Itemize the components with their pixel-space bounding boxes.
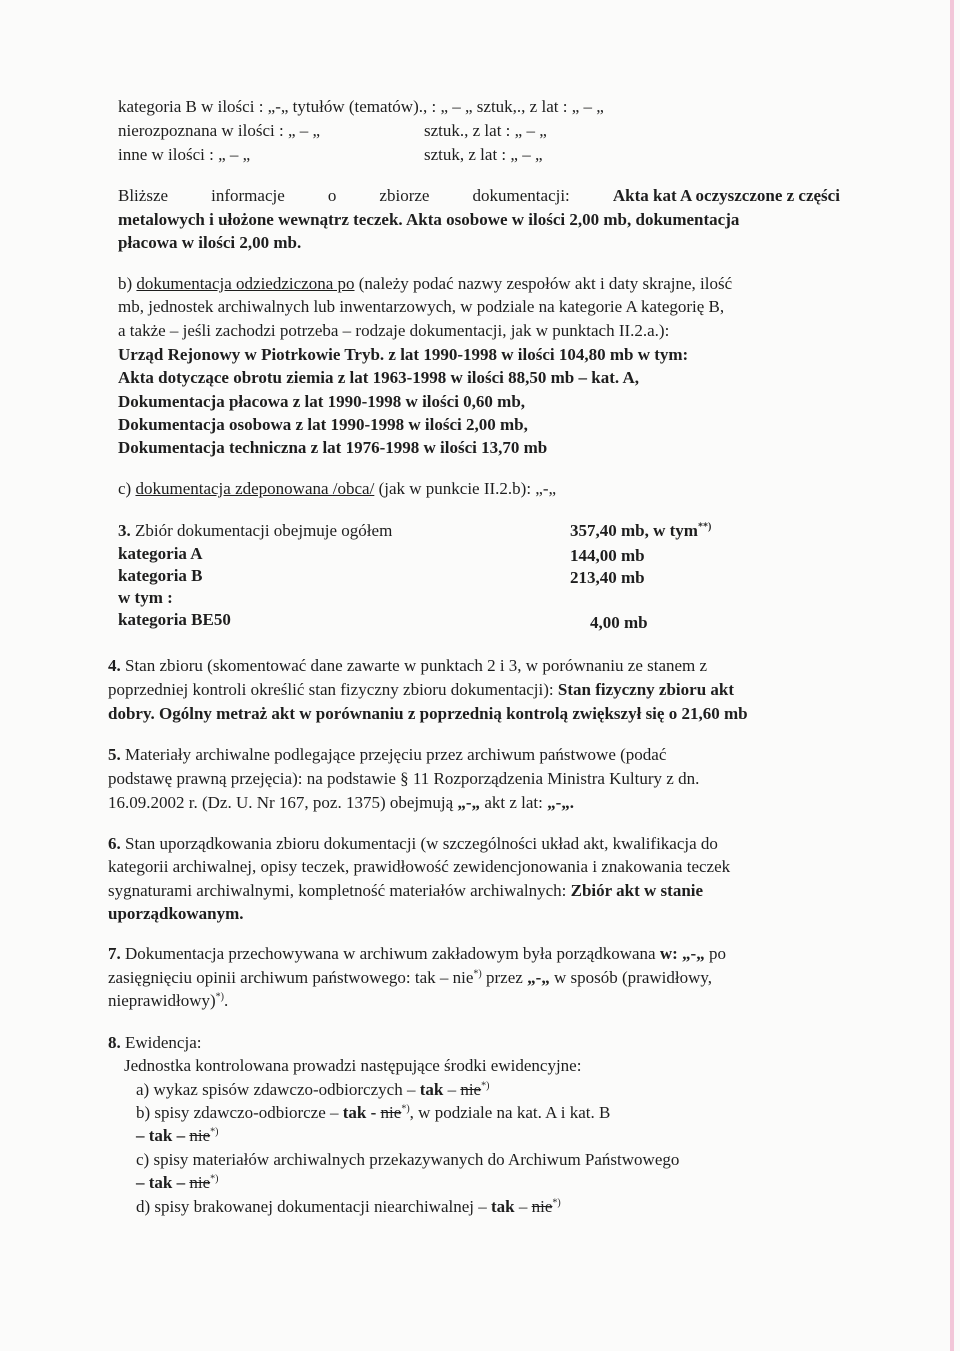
item6-line1: 6. Stan uporządkowania zbioru dokumentacji (w szczególności układ akt, kwalifikacja do [108, 834, 718, 853]
item3-be50-label: kategoria BE50 [118, 610, 231, 629]
item3-total-value: 357,40 mb, w tym**) [570, 521, 712, 540]
item4-line3: dobry. Ogólny metraż akt w porównaniu z poprzednią kontrolą zwiększył się o 21,60 mb [108, 704, 748, 723]
count-row-inne-tail: sztuk, z lat : „ – „ [424, 145, 543, 164]
item8-a: a) wykaz spisów zdawczo-odbiorczych – tak – nie*) [136, 1080, 490, 1099]
count-row-nierozpoznana: nierozpoznana w ilości : „ – „ [118, 121, 321, 140]
count-row-inne: inne w ilości : „ – „ [118, 145, 251, 164]
inherited-docs-entry-2: Akta dotyczące obrotu ziemia z lat 1963-1998 w ilości 88,50 mb – kat. A, [118, 368, 639, 387]
item4-line2: poprzedniej kontroli określić stan fizyczny zbioru dokumentacji): Stan fizyczny zbioru akt [108, 680, 735, 699]
item3-kategoria-a-value: 144,00 mb [570, 546, 645, 565]
collection-info-line3: płacowa w ilości 2,00 mb. [118, 233, 302, 252]
item3-kategoria-b-label: kategoria B [118, 566, 203, 585]
item5-line3: 16.09.2002 r. (Dz. U. Nr 167, poz. 1375) obejmują „-„ akt z lat: „-„. [108, 793, 575, 812]
inherited-docs-heading: dokumentacja odziedziczona po [136, 274, 355, 293]
item8-title: 8. Ewidencja: [108, 1033, 202, 1052]
item8-c-answer: – tak – nie*) [136, 1173, 219, 1192]
item7-line3: nieprawidłowy)*). [108, 991, 229, 1010]
deposited-docs-heading: dokumentacja zdeponowana /obca/ [135, 479, 375, 498]
item8-b: b) spisy zdawczo-odbiorcze – tak - nie*), w podziale na kat. A i kat. B [136, 1103, 611, 1122]
inherited-docs-line2: mb, jednostek archiwalnych lub inwentarzowych, w podziale na kategorie A kategorię B, [118, 297, 725, 316]
inherited-docs-entry-4: Dokumentacja osobowa z lat 1990-1998 w ilości 2,00 mb, [118, 415, 528, 434]
collection-info-line2: metalowych i ułożone wewnątrz teczek. Akta osobowe w ilości 2,00 mb, dokumentacja [118, 210, 740, 229]
item3-kategoria-a-label: kategoria A [118, 544, 203, 563]
item7-line2: zasięgnięciu opinii archiwum państwowego: tak – nie*) przez „-„ w sposób (prawidłowy, [108, 968, 713, 987]
item8-c: c) spisy materiałów archiwalnych przekazywanych do Archiwum Państwowego [136, 1150, 680, 1169]
deposited-docs-line: c) dokumentacja zdeponowana /obca/ (jak w punkcie II.2.b): „-„ [118, 479, 557, 498]
count-row-nierozpoznana-tail: sztuk., z lat : „ – „ [424, 121, 547, 140]
item4-line1: 4. Stan zbioru (skomentować dane zawarte w punktach 2 i 3, w porównaniu ze stanem z [108, 656, 708, 675]
item6-line3: sygnaturami archiwalnymi, kompletność materiałów archiwalnych: Zbiór akt w stanie [108, 881, 704, 900]
inherited-docs-entry-3: Dokumentacja płacowa z lat 1990-1998 w ilości 0,60 mb, [118, 392, 526, 411]
item5-line1: 5. Materiały archiwalne podlegające przejęciu przez archiwum państwowe (podać [108, 745, 667, 764]
item7-line1: 7. Dokumentacja przechowywana w archiwum zakładowym była porządkowana w: „-„ po [108, 944, 726, 963]
inherited-docs-line3: a także – jeśli zachodzi potrzeba – rodzaje dokumentacji, jak w punktach II.2.a.): [118, 321, 670, 340]
count-row-kategoria-b: kategoria B w ilości : „-„ tytułów (tematów)., : „ – „ sztuk,., z lat : „ – „ [118, 97, 604, 116]
collection-info-line1: Bliższe informacje o zbiorze dokumentacji: Akta kat A oczyszczone z części [118, 186, 840, 205]
inherited-docs-line1: b) dokumentacja odziedziczona po (należy podać nazwy zespołów akt i daty skrajne, ilość [118, 274, 733, 293]
item3-kategoria-b-value: 213,40 mb [570, 568, 645, 587]
inherited-docs-entry-5: Dokumentacja techniczna z lat 1976-1998 w ilości 13,70 mb [118, 438, 548, 457]
item8-d: d) spisy brakowanej dokumentacji niearchiwalnej – tak – nie*) [136, 1197, 561, 1216]
item3-wtym-label: w tym : [118, 588, 173, 607]
item8-intro: Jednostka kontrolowana prowadzi następujące środki ewidencyjne: [124, 1056, 582, 1075]
item3-total-label: 3. Zbiór dokumentacji obejmuje ogółem [118, 521, 393, 540]
item6-line4: uporządkowanym. [108, 904, 244, 923]
page-edge-mark [950, 0, 954, 1351]
inherited-docs-entry-1: Urząd Rejonowy w Piotrkowie Tryb. z lat 1990-1998 w ilości 104,80 mb w tym: [118, 345, 689, 364]
item6-line2: kategorii archiwalnej, opisy teczek, prawidłowość zewidencjonowania i znakowania teczek [108, 857, 731, 876]
item5-line2: podstawę prawną przejęcia): na podstawie § 11 Rozporządzenia Ministra Kultury z dn. [108, 769, 700, 788]
item8-b-answer: – tak – nie*) [136, 1126, 219, 1145]
item3-be50-value: 4,00 mb [590, 613, 648, 632]
